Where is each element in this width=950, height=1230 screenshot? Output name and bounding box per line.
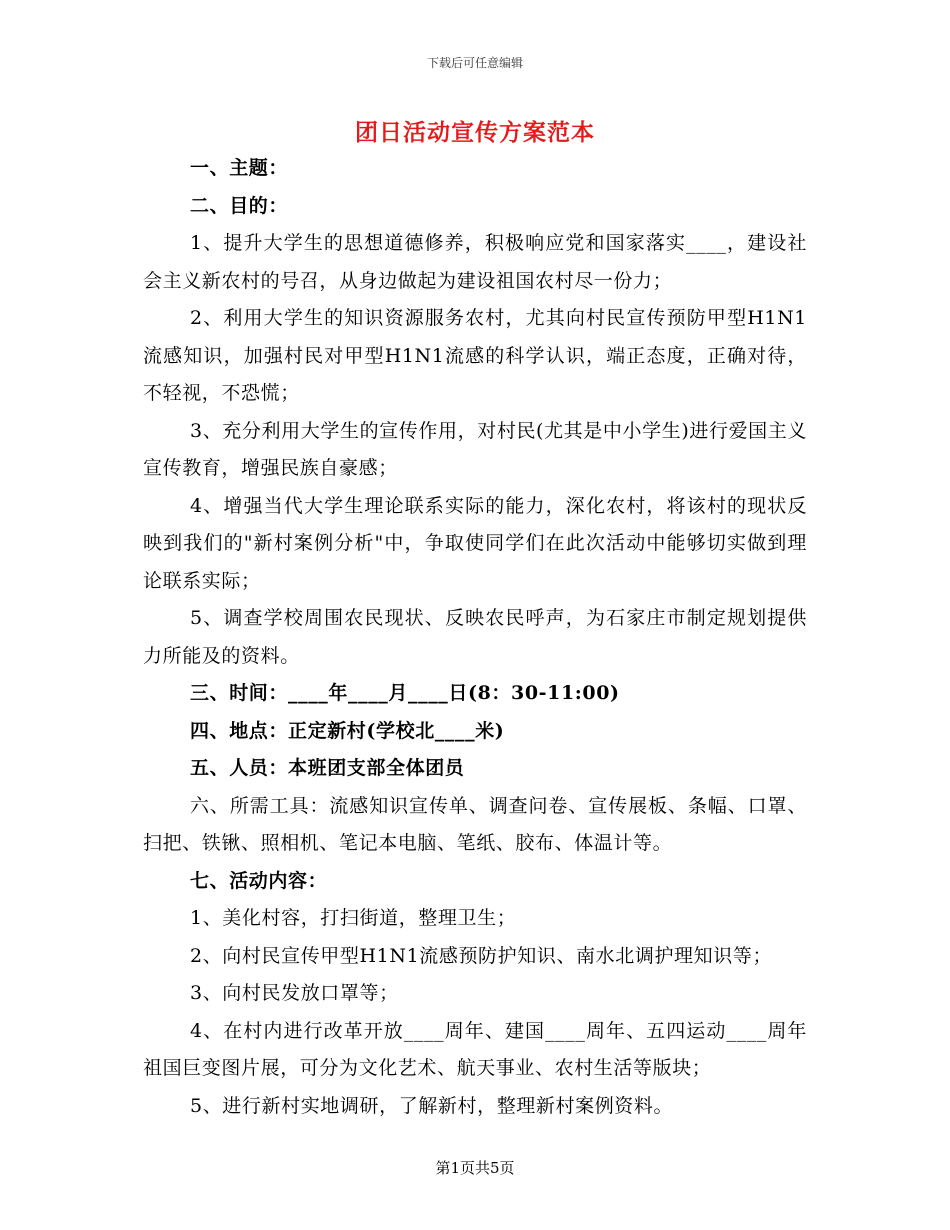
activity-item-2: 2、向村民宣传甲型H1N1流感预防护知识、南水北调护理知识等；: [190, 944, 773, 967]
purpose-item-2: 2、利用大学生的知识资源服务农村，尤其向村民宣传预防甲型H1N1流感知识，加强村民对甲型H1N1流感的科学认识，端正态度，正确对待，不轻视，不恐慌；: [143, 307, 807, 404]
header-note: 下载后可任意编辑: [426, 56, 523, 70]
section-location: 四、地点：正定新村(学校北____米): [190, 719, 505, 742]
purpose-item-4: 4、增强当代大学生理论联系实际的能力，深化农村，将该村的现状反映到我们的"新村案例分析"中，争取使同学们在此次活动中能够切实做到理论联系实际；: [143, 494, 807, 592]
section-heading-activities: 七、活动内容：: [190, 869, 328, 892]
activity-item-5: 5、进行新村实地调研，了解新村，整理新村案例资料。: [190, 1094, 674, 1117]
document-title: 团日活动宣传方案范本: [355, 119, 595, 146]
activity-item-4: 4、在村内进行改革开放____周年、建国____周年、五四运动____周年祖国巨变图片展，可分为文化艺术、航天事业、农村生活等版块；: [143, 1019, 807, 1079]
activity-item-1: 1、美化村容，打扫街道，整理卫生；: [190, 907, 517, 929]
purpose-item-1: 1、提升大学生的思想道德修养，积极响应党和国家落实____，建设社会主义新农村的号召，从身边做起为建设祖国农村尽一份力；: [143, 232, 807, 292]
activity-item-3: 3、向村民发放口罩等；: [190, 982, 399, 1004]
section-heading-purpose: 二、目的：: [190, 194, 289, 217]
section-time: 三、时间：____年____月____日(8：30-11:00): [190, 682, 620, 704]
section-tools: 六、所需工具：流感知识宣传单、调查问卷、宣传展板、条幅、口罩、扫把、铁锹、照相机、笔记本电脑、笔纸、胶布、体温计等。: [143, 794, 807, 854]
purpose-item-5: 5、调查学校周围农民现状、反映农民呼声，为石家庄市制定规划提供力所能及的资料。: [143, 607, 807, 667]
section-personnel: 五、人员：本班团支部全体团员: [190, 757, 465, 779]
page-footer: 第1页共5页: [435, 1159, 515, 1177]
purpose-item-3: 3、充分利用大学生的宣传作用，对村民(尤其是中小学生)进行爱国主义宣传教育，增强民族自豪感；: [143, 419, 807, 479]
section-heading-topic: 一、主题：: [190, 157, 289, 179]
document-body: [143, 150, 807, 1125]
